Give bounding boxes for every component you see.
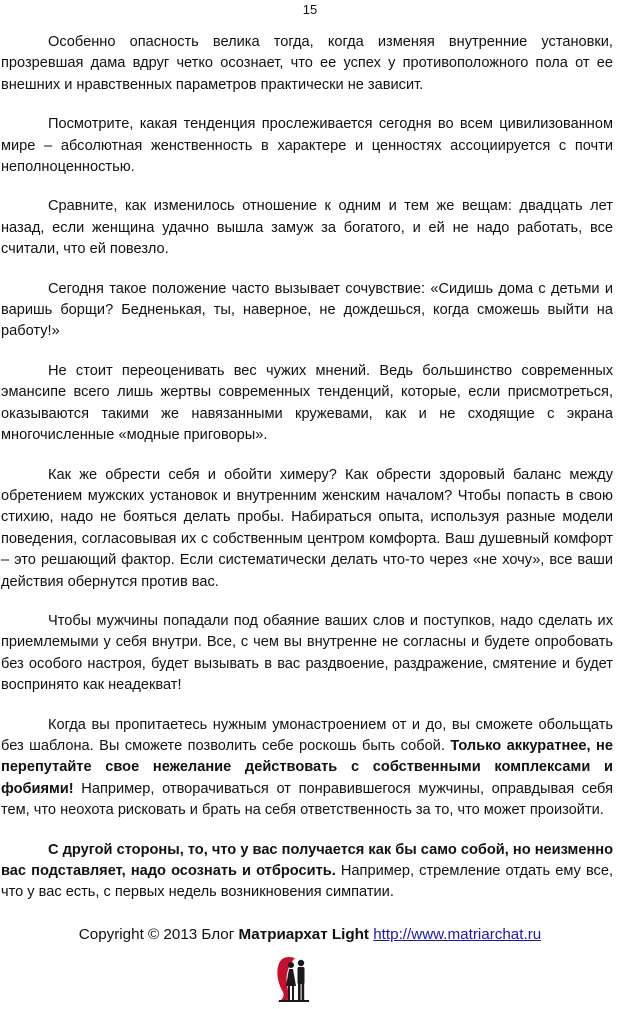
page-number: 15	[302, 2, 318, 17]
bold-text-segment: Только аккуратнее, не перепутайте свое нежелание действовать с собственными комплексами и фобиями!	[1, 737, 613, 797]
text-segment: Когда вы пропитаетесь нужным умонастроением от и до, вы сможете обольщать без шаблона. Вы сможете позволить себе роскошь быть собой.	[1, 716, 613, 754]
blog-url-link[interactable]: http://www.matriarchat.ru	[373, 926, 542, 943]
text-segment: Особенно опасность велика тогда, когда изменяя внутренние установки, прозревшая дама вдруг четко осознает, что ее успех у противоположного пола от ее внешних и нравственных параметров практически не зависит.	[1, 34, 613, 93]
paragraph	[1, 611, 613, 697]
text-segment: Не стоит переоценивать вес чужих мнений. Ведь большинство современных эмансипе всего лишь жертвы современных тенденций, которые, если присмотреться, оказываются такими же навязанными кружевами, как и не сходящие с экрана многочисленные «модные приговоры».	[1, 362, 613, 444]
blog-brand-name: Матриархат Light	[238, 926, 369, 943]
couple-logo-icon	[271, 950, 315, 1004]
text-segment: Как же обрести себя и обойти химеру? Как обрести здоровый баланс между обретением мужских установок и внутренним женским началом? Чтобы попасть в свою стихию, надо не бояться делать пробы. Набираться опыта, используя разные модели поведения, согласовывая их с собственным центром комфорта. Ваш душевный комфорт – это решающий фактор. Если систематически делать что-то через «не хочу», все ваши действия обернутся против вас.	[1, 466, 613, 590]
bold-text-segment: С другой стороны, то, что у вас получается как бы само собой, но неизменно вас подставляет, надо осознать и отбросить.	[1, 841, 613, 879]
text-segment: Чтобы мужчины попадали под обаяние ваших слов и поступков, надо сделать их приемлемыми у себя внутри. Все, с чем вы внутренне не согласны и будете опробовать без особого настроя, будет вызывать в вас раздвоение, раздражение, смятение и будет воспринято как неадекват!	[1, 612, 613, 694]
paragraph	[1, 279, 613, 343]
paragraph	[1, 465, 613, 593]
text-segment: Например, стремление отдать ему все, что у вас есть, с первых недель возникновения симпатии.	[1, 863, 613, 901]
text-segment: Например, отворачиваться от понравившегося мужчины, оправдывая себя тем, что неохота рисковать и брать на себя ответственность за то, что может произойти.	[1, 780, 613, 819]
text-segment: Сегодня такое положение часто вызывает сочувствие: «Сидишь дома с детьми и варишь борщи? Бедненькая, ты, наверное, не дождешься, когда сможешь выйти на работу!»	[1, 280, 613, 340]
text-segment: Сравните, как изменилось отношение к одним и тем же вещам: двадцать лет назад, если женщина удачно вышла замуж за богатого, и ей не надо работать, все считали, что ей повезло.	[1, 198, 613, 258]
paragraph	[1, 196, 613, 260]
document-body	[0, 32, 620, 922]
paragraph	[1, 114, 613, 178]
paragraph	[1, 32, 613, 96]
paragraph	[1, 361, 613, 447]
paragraph	[1, 715, 613, 822]
copyright-text: Copyright © 2013 Блог	[78, 926, 239, 943]
text-segment: Посмотрите, какая тенденция прослеживается сегодня во всем цивилизованном мире – абсолютная женственность в характере и ценностях ассоциируется с почти неполноценностью.	[1, 116, 613, 176]
paragraph	[1, 840, 613, 904]
copyright-footer	[0, 925, 620, 945]
